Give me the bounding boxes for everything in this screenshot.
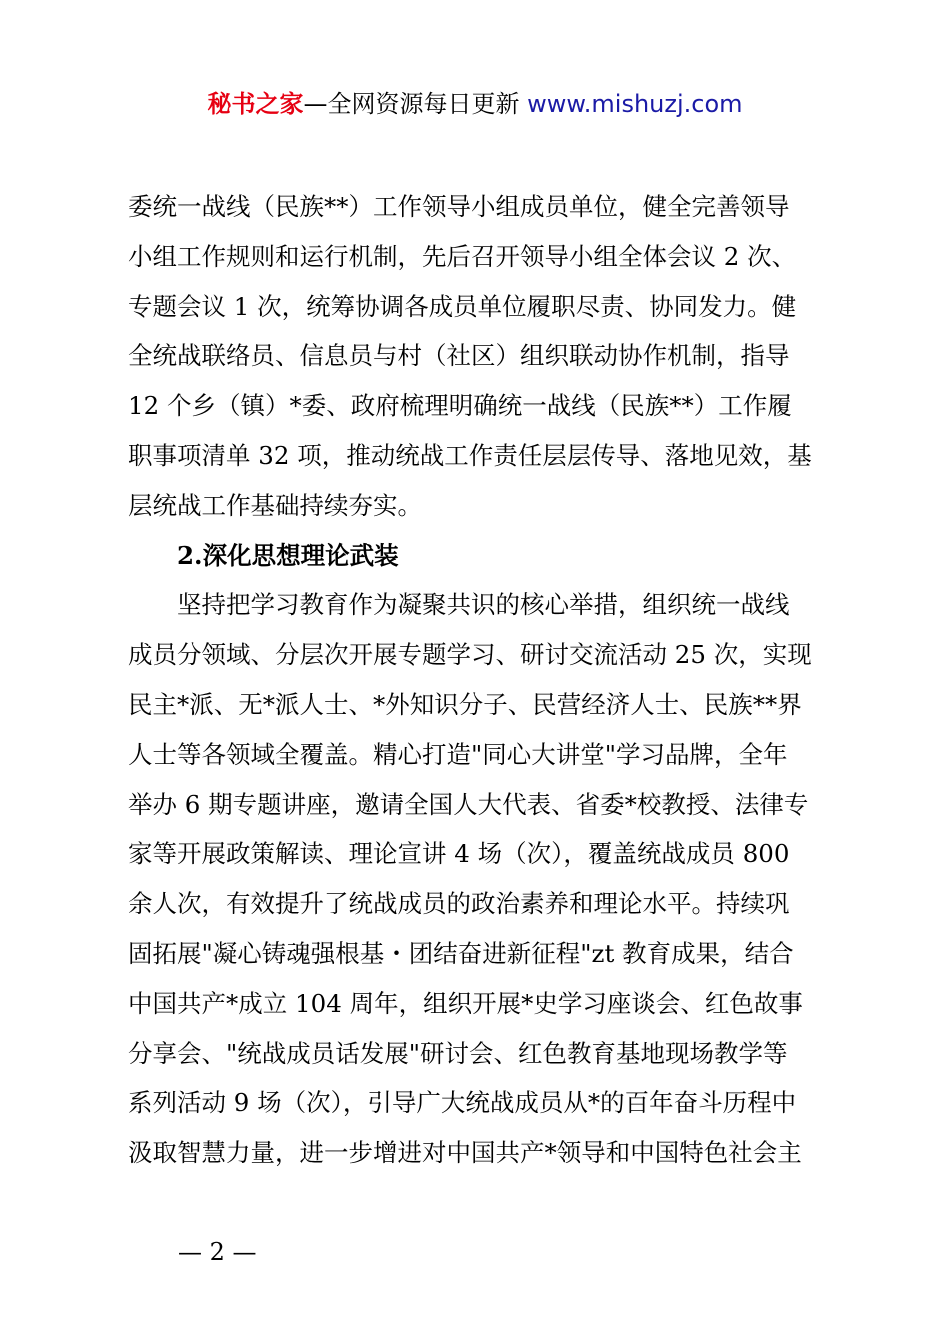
paragraph-line: 举办 6 期专题讲座，邀请全国人大代表、省委*校教授、法律专 [128,789,809,819]
paragraph-line: 全统战联络员、信息员与村（社区）组织联动协作机制，指导 [128,341,790,371]
paragraph-line: 家等开展政策解读、理论宣讲 4 场（次），覆盖统战成员 800 [128,839,790,869]
page-number: — 2 — [178,1238,257,1266]
paragraph-line: 12 个乡（镇）*委、政府梳理明确统一战线（民族**）工作履 [128,391,792,421]
paragraph-line: 委统一战线（民族**）工作领导小组成员单位，健全完善领导 [128,192,790,221]
paragraph-line: 职事项清单 32 项，推动统战工作责任层层传导、落地见效，基 [128,440,812,470]
paragraph-line: 余人次，有效提升了统战成员的政治素养和理论水平。持续巩 [128,889,790,919]
paragraph-line: 小组工作规则和运行机制，先后召开领导小组全体会议 2 次、 [128,241,797,271]
site-header [0,86,950,122]
brand-name: 秘书之家 [207,90,304,118]
section-heading: 2.深化思想理论武装 [177,540,399,570]
paragraph-line: 成员分领域、分层次开展专题学习、研讨交流活动 25 次，实现 [128,640,812,670]
paragraph-line: 专题会议 1 次，统筹协调各成员单位履职尽责、协同发力。健 [128,291,797,321]
paragraph-line: 民主*派、无*派人士、*外知识分子、民营经济人士、民族**界 [128,689,802,719]
document-body [128,182,834,1178]
paragraph-line: 系列活动 9 场（次），引导广大统战成员从*的百年奋斗历程中 [128,1088,797,1118]
paragraph-line: 固拓展"凝心铸魂强根基・团结奋进新征程"zt 教育成果，结合 [128,938,794,968]
site-url-link[interactable]: www.mishuzj.com [527,90,743,118]
header-tagline: —全网资源每日更新 [303,90,520,118]
paragraph-line: 汲取智慧力量，进一步增进对中国共产*领导和中国特色社会主 [128,1138,802,1168]
paragraph-line: 坚持把学习教育作为凝聚共识的核心举措，组织统一战线 [177,590,790,620]
paragraph-line: 人士等各领域全覆盖。精心打造"同心大讲堂"学习品牌，全年 [128,739,788,769]
paragraph-line: 层统战工作基础持续夯实。 [128,490,422,520]
paragraph-line: 中国共产*成立 104 周年，组织开展*史学习座谈会、红色故事 [128,988,803,1018]
paragraph-line: 分享会、"统战成员话发展"研讨会、红色教育基地现场教学等 [128,1038,788,1068]
